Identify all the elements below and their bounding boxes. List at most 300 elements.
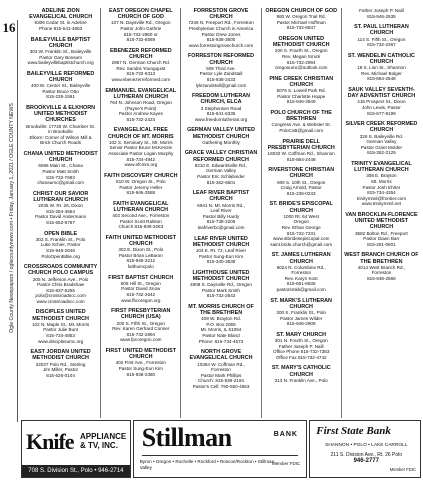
listing-detail: faithumcpolo [127,264,154,270]
church-listing [183,150,258,185]
listing-detail: 326 S. Baileyville Rd. [359,133,404,139]
church-name: PRAIRIE DELL PRESBYTERIAN CHURCH [267,138,335,151]
listing-detail: 1000 Rt. 64 West [283,213,319,219]
listing-detail: 205 N. Jefferson Ave., Polo [32,276,89,282]
listing-detail: 3582 Bolton Rd., Freeport [354,230,408,236]
directory-column [341,8,421,418]
listing-detail: Rev. Sandra Youngquist [116,65,166,71]
listing-detail: Phone: 815-734-4573 [198,338,244,344]
listing-detail: 815-946-2535 [367,13,396,19]
listing-detail: 815-362-2129 [367,150,396,156]
first-state-branches: SHANNON • POLO • LAKE CARROLL [325,443,408,448]
church-listing [264,139,339,163]
listing-detail: Rev. Megan Smick [282,53,321,59]
listing-detail: Pastor Julie Bunt [43,327,78,333]
listing-detail: www.stbridesepiscopal.com [272,236,330,242]
first-state-address: 211 S. Division Ave., Rt. 26 Polo [330,452,403,458]
listing-detail: 303 W. Franklin St., Baileyville [29,49,92,54]
listing-detail: in Brookville [48,129,73,135]
listing-detail: Phone 815-541-4863 [39,26,83,31]
church-listing [264,252,339,292]
listing-detail: www.freedomlutheran.org [194,116,248,122]
listing-detail: 815-732-6313 [126,71,156,77]
church-listing [103,88,178,123]
listing-detail: 9306 Cedar St. in Adeline [34,20,87,26]
stillman-logo: Stillman [141,423,232,452]
church-listing [103,127,178,167]
church-name: ST. BRIDE'S EPISCOPAL CHURCH [269,201,333,214]
listing-detail: German Valley [366,139,397,145]
listing-detail: 308 E. Brayton [366,173,397,179]
listing-detail: 107 N. Daysville Rd., Oregon [111,20,171,26]
church-listing [183,349,258,389]
listing-detail: 416 Prospect St., Dixon [357,99,406,105]
church-listing [344,24,419,48]
listing-detail: 815-732-2424 [126,116,156,122]
listing-detail: 815-362-6601 [206,179,236,185]
church-name: LEAF RIVER UNITED METHODIST CHURCH [192,235,250,248]
church-name: BROOKVILLE & ELKHORN UNITED METHODIST CHURCHES [26,104,96,124]
church-name: SILVER CREEK REFORMED CHURCH [345,121,418,134]
listing-detail: Pastor Charlotte Hoppe [277,93,326,99]
listing-detail: 114 S. Fifth St., Oregon [357,36,406,42]
listing-detail: 4908 S. Daysville Rd., Oregon [190,282,252,288]
church-listing [183,8,258,48]
listing-detail: 815-837-5255 [46,287,75,293]
listing-detail: Rev. Karen Gerhard Conner [112,326,170,332]
church-listing [344,8,419,19]
church-listing [23,309,98,344]
knife-address: 708 S. Division St., Polo • 946-2714 [22,465,130,477]
listing-detail: Leaf River [210,208,232,214]
church-listing [23,231,98,260]
listing-detail: 16032 W. Coffman Rd., Shannon [267,150,335,156]
listing-detail: Rev. Michael Bolger [361,70,402,76]
listing-detail: polo@crossroadscc.com [35,293,86,299]
listing-detail: 815-661-6835 [286,281,316,287]
church-listing [183,190,258,230]
listing-detail: Mt. Morris [371,178,392,184]
listing-detail: 609 S. 10th St., Oregon [277,179,326,185]
listing-detail: Jim Miller, Pastor [43,367,79,373]
listing-detail: www.disciplesumc.org [38,338,84,344]
listing-detail: 200 S. Fourth St., Oregon [274,48,328,54]
church-listing [183,236,258,265]
church-listing [344,252,419,281]
listing-detail: Elkorn: Corner of Wilson Mill & [29,134,92,140]
listing-detail: 815-677-9199 [367,110,396,116]
church-listing [344,121,419,156]
listing-detail: www.fbcoregon.org [121,297,161,303]
church-name: ADELINE ZION EVANGELICAL CHURCH [29,8,93,21]
church-name: OREGON UNITED METHODIST CHURCH [272,35,330,49]
directory-column [100,8,180,418]
listing-detail: 402 First Ave., Forreston [115,360,166,366]
church-name: BAILEYVILLE REFORMED CHURCH [26,70,95,83]
listing-detail: 6024 N. Columbine Rd., [276,264,326,270]
church-listing [183,53,258,88]
stillman-bank-label: BANK [273,431,298,438]
listing-detail: 102 S. Seminary St., Mt. Morris [108,139,173,145]
listing-detail: www.crossroadscc.com [36,298,85,304]
directory-column [21,8,100,418]
listing-detail: 301 N. Fourth St., Oregon [274,338,328,344]
first-state-contact [314,452,418,465]
listing-detail: www.efcmm.org [124,162,158,168]
knife-sub1: APPLIANCE [80,432,127,441]
listing-detail: 815-738-2205 [206,219,236,225]
listing-detail: 815-732-2960 or [123,31,158,37]
church-listing [264,365,339,383]
church-listing [264,201,339,247]
church-listing [183,127,258,145]
listing-detail: 815-732-2994 [286,59,316,65]
listing-detail: leafriverbc@gmail.com [197,224,245,230]
listing-detail: 22027 Polo Rd., Sterling [35,361,86,367]
church-listing [183,270,258,299]
listing-detail: Luke Schier, Pastor [40,242,81,248]
church-listing [23,191,98,226]
church-name: GERMAN VALLEY UNITED METHODIST CHURCH [187,127,255,140]
first-state-phone: 946-2777 [353,458,379,464]
listing-detail: Pastor Gary Bonsam [39,54,82,60]
church-listing [103,348,178,377]
church-name: ST. MARY CHURCH [276,331,327,338]
listing-detail: www.forrestongrovechurch.com [188,42,254,48]
listing-detail: Pastor Billy Hardy [202,213,240,219]
church-listing [23,71,98,100]
listing-detail: Rev. Karyn Kost [284,275,318,281]
listing-detail: 815-946-3588 [126,190,156,196]
church-listing [103,235,178,270]
listing-detail: www.baileyvillebaptistchurch.org [27,60,94,66]
listing-detail: Forreston [371,270,392,276]
listing-detail: 2957 N. German Church Rd. [111,60,171,66]
listing-detail: 6066 Main St., Chana [38,163,83,169]
church-listing [103,8,178,43]
listing-detail: 102 N. Maple St., Mt. Morris [32,321,90,327]
divider [142,455,299,456]
listing-detail: 2035 W. Rt. 26, Dixon [38,203,83,209]
fdic-label: Member FDIC [272,461,301,466]
church-listing [183,304,258,344]
church-name: MT. MORRIS CHURCH OF THE BRETHREN [188,303,254,317]
listing-detail: saint.bride.church@gmail.com [270,241,333,247]
listing-detail: 815-734-4942 [126,156,156,162]
listing-detail: Associate Pastor Logan Murphy [108,150,174,156]
church-name: LIGHTHOUSE UNITED METHODIST CHURCH [192,269,250,282]
listing-detail: Pastor Grant Molder [360,144,403,150]
directory-columns [21,8,421,418]
listing-detail: 810 W. Oregon St., Polo [116,178,166,184]
listing-detail: 302 S. Franklin St., Polo [35,236,86,242]
church-listing [103,308,178,343]
listing-detail: 213 N. Franklin Ave., Polo [274,377,328,383]
church-listing [264,298,339,327]
listing-detail: chanaumc@gmail.com [37,180,84,186]
church-name: FIRST PRESBYTERIAN CHURCH (USA) [111,308,171,321]
listing-detail: Oregon [293,219,309,225]
listing-detail: 10384 W. Coffman Rd., [197,361,245,367]
listing-detail: P.O. Box 2055 [206,321,236,327]
listing-detail: Pastor Mark Phillips [200,372,242,378]
listing-detail: Pastor Sung-Eun Kim [118,366,163,372]
listing-detail: 815-340-3538 [206,259,236,265]
ad-strip [21,420,421,478]
listing-detail: Forreston [211,367,231,373]
knife-subtitle [80,433,126,451]
listing-detail: oregonumc@outlook.com [275,65,328,71]
church-listing [344,87,419,116]
first-state-logo: First State Bank [316,425,391,437]
listing-detail: 815-652-6767 [46,219,75,225]
listing-detail: 815-938-2433 [206,76,236,82]
listing-detail: 860 W. Oregon Trail Rd. [276,14,326,20]
listing-detail: Pastor James Wilder [280,315,323,321]
listing-detail: Pastor Mark Smith [202,287,240,293]
listing-detail: Pastor Andrew Kayes [118,111,163,117]
church-listing [264,8,339,31]
church-listing [264,332,339,361]
church-name: FORRESTON REFORMED CHURCH [187,53,255,66]
church-name: WEST BRANCH CHURCH OF THE BRETHREN [344,252,419,265]
church-name: PINE CREEK CHRISTIAN CHURCH [269,75,334,88]
listing-detail: 505 Hill St., Oregon [120,280,161,286]
church-name: EAST JORDAN UNITED METHODIST CHURCH [30,349,91,362]
listing-detail: Pastor Scott Ralston [119,218,162,224]
church-name: EBENEZER REFORMED CHURCH [109,47,172,60]
listing-detail: PoloOpenBible.org [41,253,80,259]
listing-detail: www.fpcoregon.com [120,337,162,343]
church-listing [23,8,98,32]
listing-detail: 815-732-2367 [367,42,396,48]
listing-detail: 6941 N. Mt. Morris Rd., [197,202,245,208]
listing-detail: 815-946-3949 [286,99,316,105]
church-name: FORRESTON GROVE CHURCH [193,8,249,21]
church-name: EAST OREGON CHAPEL CHURCH OF GOD [109,8,173,21]
listing-detail: 400 W. Center St., Baileyville [30,83,91,89]
listing-detail: German Valley [205,168,237,174]
listing-detail: Forreston [291,270,312,276]
listing-detail: 18 S. Linn St., Shannon [357,65,406,71]
knife-appliance-ad[interactable] [21,420,131,478]
listing-detail: 815-291-0601 [367,241,396,247]
margin-rule [17,20,18,422]
listing-detail: 815-235-1591 [46,94,75,100]
listing-detail: 8210 E. Edwardsville Rd., [194,162,248,168]
listing-detail: Office Fax 815-732-4742 [275,354,327,360]
listing-detail: John Lewis, Pastor [362,104,401,110]
listing-detail: 815-626-0104 [46,372,75,378]
church-name: FREEDOM LUTHERAN CHURCH, ELCA [191,93,251,106]
listing-detail: Pastor Matt Smith [42,168,79,174]
church-listing [344,53,419,82]
listing-detail: pastorsmkk@gmail.com [276,287,326,293]
listing-detail: 815-284-4554 [46,208,75,214]
church-name: BAILEYVILLE BAPTIST CHURCH [30,36,91,49]
listing-detail: Pastor Dawn Barr [363,236,400,242]
knife-sub2: & TV, INC. [80,440,118,450]
church-name: FIRST BAPTIST CHURCH [108,274,174,281]
listing-detail: Church 815-938-3263 [118,224,164,230]
listing-detail: 815-732-6569 [126,37,156,43]
listing-detail: 815-864-2448 [286,156,316,162]
listing-detail: Pastor Jeremy Heller [119,184,163,190]
listing-detail: Presbyterian Church in America [188,26,254,31]
church-name: SAUK VALLEY SEVENTH-DAY ADVENTIST CHURCH [347,86,416,100]
knife-logo: Knife [26,429,74,454]
listing-detail: Craig Arnold, Pastor [280,185,322,191]
church-name: FAITH EVANGELICAL LUTHERAN CHURCH [113,200,169,213]
listing-detail: Brookville: 17725 W. Chamber St. [26,123,96,129]
listing-detail: Pastor Chris Bradshaw [37,282,85,288]
listing-detail: Father Joseph P. Naill [359,8,404,13]
listing-detail: Pastor John Guthrie [120,26,162,31]
listing-detail: Pastor's Cell: 760-550-4563 [192,384,250,390]
listing-detail: www.trinitymmil.net [361,201,402,207]
listing-detail: Pastor Drew Jones [201,31,241,37]
listing-detail: 815-732-7683 [46,174,75,180]
church-listing [344,212,419,247]
listing-detail: 764 N. Johnson Road, Oregon [109,99,172,105]
directory-column [180,8,260,418]
church-name: ST. WENDELIN CATHOLIC CHURCH [347,52,415,65]
page-number: 16 [2,20,16,35]
listing-detail: 3 Stephenson Road [200,105,242,111]
listing-detail: 815-946-2848 [46,247,75,253]
church-name: ST. MARK'S LUTHERAN CHURCH [270,297,332,310]
listing-detail: trinitymmil@frontier.com [356,195,407,201]
church-name: ST. JAMES LUTHERAN CHURCH [271,252,331,265]
church-name: FAITH DISCOVERY CHURCH [104,172,178,179]
church-name: GRACE VALLEY CHRISTIAN REFORMED CHURCH [184,150,258,163]
fdic-label: Member FDIC [389,467,416,472]
listing-detail: 815-946-2909 [286,321,316,327]
listing-detail: Father Joseph P. Naill [278,343,324,349]
church-name: CHRIST OUR SAVIOR LUTHERAN CHURCH [32,190,89,203]
listing-detail: 815-641-6335 [206,111,236,117]
listing-detail: 815-946-3212 [126,258,156,264]
listing-detail: Congress Ave. & Webster St. [271,122,331,128]
church-name: POLO CHURCH OF THE BRETHREN [270,109,332,123]
church-name: OREGON CHURCH OF GOD [265,8,337,14]
church-listing [264,110,339,134]
church-name: NORTH GROVE EVANGELICAL CHURCH [189,349,253,362]
listing-detail: Rev. Ethan George [281,224,321,230]
church-listing [23,349,98,378]
church-name: VAN BROCKLIN-FLORENCE UNITED METHODIST CHURCH [345,211,418,231]
listing-detail: Pastor Nate Bland [202,333,240,339]
church-name: EMMANUEL EVANGELICAL LUTHERAN CHURCH [105,87,177,100]
church-name: FAITH UNITED METHODIST CHURCH [105,234,176,248]
church-name: CHANA UNITED METHODIST CHURCH [23,150,98,164]
listing-detail: Office Phone 815-732-7383 [273,349,330,355]
listing-detail: 815-938-3600 [206,37,236,43]
listing-detail: Pastor Eric Schlabvider [197,173,245,179]
stillman-locations: Byron • Oregon • Rochelle • Rockford • Roscoe/Rockton • Stillman Valley [139,459,275,470]
church-listing [264,167,339,196]
church-name: EVANGELICAL FREE CHURCH OF MT. MORRIS [108,127,174,140]
listing-detail: 5076 S. Lowell Park Rd. [276,88,326,94]
listing-detail: Pastor Bruce Otto [42,88,79,94]
church-name: RIVERSTONE CHRISTIAN CHURCH [268,167,335,180]
church-listing [23,264,98,304]
church-listing [23,37,98,66]
listing-detail: 815-732-2894 [126,331,156,337]
church-name: ST. PAUL LUTHERAN CHURCH [354,24,409,37]
stillman-bank-ad[interactable] [133,420,308,478]
church-name: FIRST UNITED METHODIST CHURCH [105,348,176,361]
listing-detail: 505 Third Ave. [206,65,236,71]
listing-detail: Pastor Brian LeBaron [118,252,163,258]
church-listing [264,76,339,105]
church-name: TRINITY EVANGELICAL LUTHERAN CHURCH [351,160,412,174]
running-footer: Ogle County Newspapers / oglecountynews.com • Friday, January 1, 2021 / OGLE COUNTY NEWS [9,103,15,333]
listing-detail: 402 Second Ave., Forreston [112,213,170,219]
listing-detail: 815-236-0233 [286,190,316,196]
listing-detail: Pastor Michael Hoffman [276,19,326,25]
church-listing [23,151,98,186]
listing-detail: www.ebenezerreformed.com [111,76,171,82]
listing-detail: Mt. Morris, IL 61054 [200,327,242,333]
listing-detail: 815-864-2548 [367,76,396,82]
listing-detail: 7246 N. Freeport Rd., Forreston [188,20,254,26]
church-listing [103,201,178,230]
listing-detail: Gathering Monthly [202,139,240,145]
church-listing [103,48,178,83]
listing-detail: 815-732-2642 [126,292,156,298]
church-listing [183,93,258,122]
church-listing [23,105,98,146]
church-listing [103,275,178,304]
listing-detail: 4014 West Branch Rd., [357,264,406,270]
listing-detail: (Payne's Point) [125,105,157,111]
church-name: CROSSROADS COMMUNITY CHURCH POLO CAMPUS [23,264,98,277]
listing-detail: 409 W. Brayton Rd. [201,316,241,322]
church-name: LEAF RIVER BAPTIST CHURCH [192,190,250,203]
church-name: OPEN BIBLE [44,230,78,237]
listing-detail: Pastor Sung-Eun Kim [198,253,244,259]
listing-detail: 815-938-2380 [126,371,156,377]
directory-column [261,8,341,418]
listing-detail: PoloCoB@gmail.com [279,127,324,133]
listing-detail: Senior Pastor Bruce McKenzie [109,145,173,151]
listing-detail: Pastor David Andermann [35,214,87,220]
listing-detail: Brick Church Roads [40,140,82,146]
listing-detail: Pastor Lyle Zandstall [199,71,243,77]
listing-detail: 104 E. Rt. 72, Leaf River [195,247,247,253]
church-listing [103,173,178,196]
listing-detail: 302 E. Dixon St., Polo [118,247,164,253]
listing-detail: 815-734-4853 [46,333,75,339]
first-state-bank-ad[interactable] [309,420,421,478]
listing-detail: 815-938-2566 [367,275,396,281]
listing-detail: 200 S. Franklin St., Polo [276,310,326,316]
church-listing [264,36,339,71]
listing-detail: 815-734-4354 [367,190,396,196]
listing-detail: 815-732-2642 [206,293,236,299]
listing-detail: 815-732-7231 [286,230,316,236]
listing-detail: Pastor David Snow [121,286,161,292]
church-listing [344,161,419,207]
listing-detail: Church: 815-938-2194 [198,378,244,384]
listing-detail: 200 S. Fifth St., Oregon [116,320,165,326]
listing-detail: Pastor Josh Ehrler [362,184,401,190]
listing-detail: lylezandstall@gmail.com [195,82,247,88]
church-name: ST. MARY'S CATHOLIC CHURCH [271,365,331,378]
listing-detail: 815-732-6847 [286,25,316,31]
church-name: DISCIPLES UNITED METHODIST CHURCH [32,309,89,322]
